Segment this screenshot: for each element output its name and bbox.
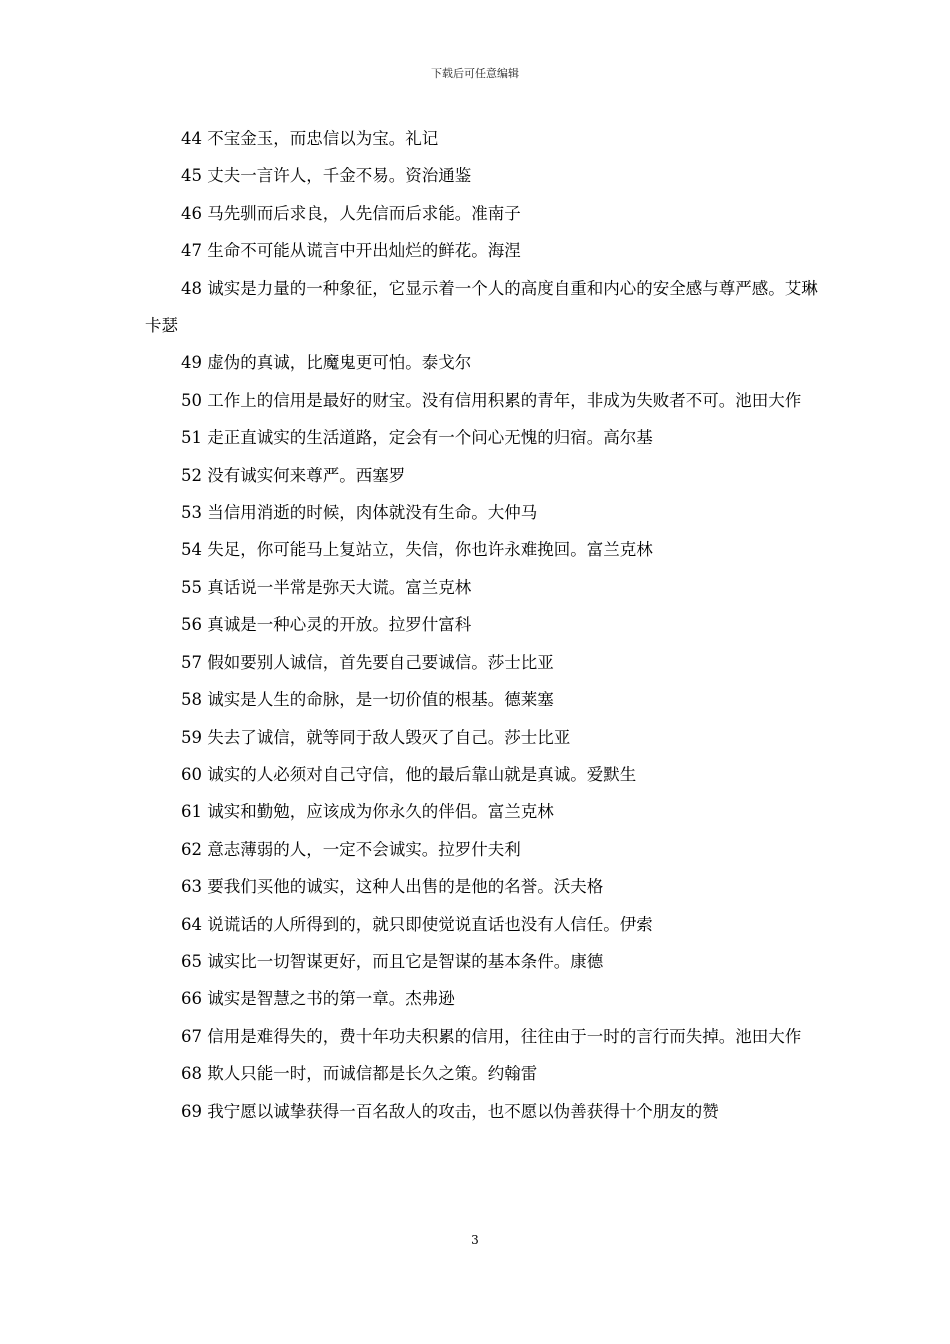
quote-paragraph: 66 诚实是智慧之书的第一章。杰弗逊 [181, 989, 455, 1009]
quote-paragraph: 47 生命不可能从谎言中开出灿烂的鲜花。海涅 [181, 241, 521, 261]
quote-paragraph: 44 不宝金玉，而忠信以为宝。礼记 [181, 129, 439, 148]
quote-paragraph: 57 假如要别人诚信，首先要自己要诚信。莎士比亚 [181, 652, 554, 672]
quote-paragraph: 59 失去了诚信，就等同于敌人毁灭了自己。莎士比亚 [181, 727, 571, 747]
quote-paragraph: 65 诚实比一切智谋更好，而且它是智谋的基本条件。康德 [181, 951, 604, 971]
page-number: 3 [471, 1233, 479, 1247]
quote-paragraph: 48 诚实是力量的一种象征，它显示着一个人的高度自重和内心的安全感与尊严感。艾琳卡瑟 [145, 278, 818, 336]
quote-paragraph: 53 当信用消逝的时候，肉体就没有生命。大仲马 [181, 503, 538, 523]
quote-paragraph: 69 我宁愿以诚挚获得一百名敌人的攻击，也不愿以伪善获得十个朋友的赞 [181, 1101, 719, 1121]
quote-paragraph: 67 信用是难得失的，费十年功夫积累的信用，往往由于一时的言行而失掉。池田大作 [181, 1026, 802, 1046]
quote-paragraph: 50 工作上的信用是最好的财宝。没有信用积累的青年，非成为失败者不可。池田大作 [181, 390, 802, 410]
quote-paragraph: 62 意志薄弱的人，一定不会诚实。拉罗什夫利 [181, 839, 521, 859]
quote-paragraph: 55 真话说一半常是弥天大谎。富兰克林 [181, 577, 472, 597]
quote-paragraph: 46 马先驯而后求良，人先信而后求能。准南子 [181, 203, 521, 223]
quote-paragraph: 58 诚实是人生的命脉，是一切价值的根基。德莱塞 [181, 690, 554, 710]
quote-paragraph: 61 诚实和勤勉，应该成为你永久的伴侣。富兰克林 [181, 802, 554, 822]
quote-paragraph: 56 真诚是一种心灵的开放。拉罗什富科 [181, 615, 472, 635]
quote-paragraph: 45 丈夫一言许人，千金不易。资治通鉴 [181, 166, 472, 186]
quote-paragraph: 63 要我们买他的诚实，这种人出售的是他的名誉。沃夫格 [181, 877, 604, 897]
quote-paragraph: 51 走正直诚实的生活道路，定会有一个问心无愧的归宿。高尔基 [181, 428, 653, 448]
quote-paragraph: 52 没有诚实何来尊严。西塞罗 [181, 465, 406, 485]
quote-list [145, 120, 825, 1130]
quote-paragraph: 64 说谎话的人所得到的，就只即使觉说直话也没有人信任。伊索 [181, 914, 653, 934]
quote-paragraph: 54 失足，你可能马上复站立，失信，你也许永难挽回。富兰克林 [181, 540, 653, 560]
quote-paragraph: 49 虚伪的真诚，比魔鬼更可怕。泰戈尔 [181, 353, 472, 373]
quote-paragraph: 60 诚实的人必须对自己守信，他的最后靠山就是真诚。爱默生 [181, 764, 637, 784]
quote-paragraph: 68 欺人只能一时，而诚信都是长久之策。约翰雷 [181, 1064, 538, 1084]
page-header: 下载后可任意编辑 [431, 67, 519, 80]
